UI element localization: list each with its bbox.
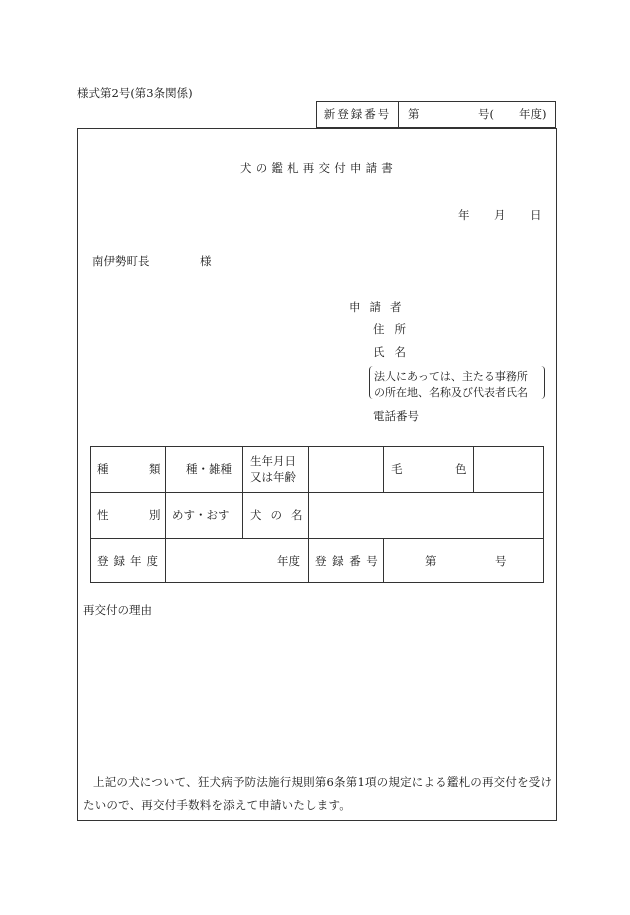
new-registration-number-box [316, 101, 556, 128]
corporation-note-line-2: の所在地、名称及び代表者氏名 [374, 386, 528, 399]
sex-label-b: 別 [149, 508, 161, 522]
coat-color-field[interactable] [474, 448, 542, 491]
number-suffix: 号( [478, 107, 494, 121]
form-number-label: 様式第2号(第3条関係) [77, 86, 193, 100]
sex-label-a: 性 [97, 508, 109, 522]
birth-date-label-1: 生年月日 [250, 454, 296, 468]
applicant-name-label: 氏名 [373, 345, 416, 359]
date-day-label: 日 [530, 208, 542, 222]
declaration-line-1: 上記の犬について、狂犬病予防法施行規則第6条第1項の規定による鑑札の再交付を受け [93, 775, 553, 789]
new-registration-number-label: 新登録番号 [317, 102, 399, 127]
birth-date-field[interactable] [309, 448, 382, 491]
coat-color-label-a: 毛 [391, 462, 403, 476]
addressee-honorific: 様 [200, 254, 212, 268]
registration-year-suffix: 年度 [277, 554, 300, 568]
dog-info-table [90, 446, 544, 583]
dog-name-field[interactable] [309, 493, 542, 537]
coat-color-label-b: 色 [455, 462, 467, 476]
registration-year-label: 登録年度 [97, 554, 163, 568]
dog-type-label-a: 種 [97, 462, 109, 476]
reissue-reason-label: 再交付の理由 [83, 603, 152, 617]
registration-number-prefix: 第 [425, 554, 437, 568]
addressee-town: 南伊勢町長 [92, 254, 150, 268]
applicant-phone-label: 電話番号 [373, 409, 419, 423]
dog-name-label: 犬の名 [250, 508, 312, 522]
number-prefix: 第 [408, 107, 420, 121]
sex-options[interactable]: めす・おす [172, 508, 230, 522]
registration-number-field[interactable] [441, 539, 491, 582]
form-title: 犬の鑑札再交付申請書 [240, 161, 397, 175]
reissue-reason-field[interactable] [83, 622, 549, 762]
declaration-line-2: たいので、再交付手数料を添えて申請いたします。 [83, 798, 351, 812]
breed-label: 種・雑種 [186, 462, 232, 476]
dog-type-label-b: 類 [149, 462, 161, 476]
birth-date-label-2: 又は年齢 [250, 470, 296, 484]
date-month-label: 月 [494, 208, 506, 222]
applicant-label: 申請者 [349, 300, 411, 314]
registration-number-label: 登録番号 [315, 554, 384, 568]
registration-number-suffix: 号 [495, 554, 507, 568]
corporation-note-line-1: 法人にあっては、主たる事務所 [374, 370, 528, 383]
applicant-address-label: 住所 [373, 322, 416, 336]
date-year-label: 年 [458, 208, 470, 222]
new-registration-number-field[interactable] [399, 102, 555, 127]
fiscal-year-suffix: 年度) [519, 107, 547, 121]
